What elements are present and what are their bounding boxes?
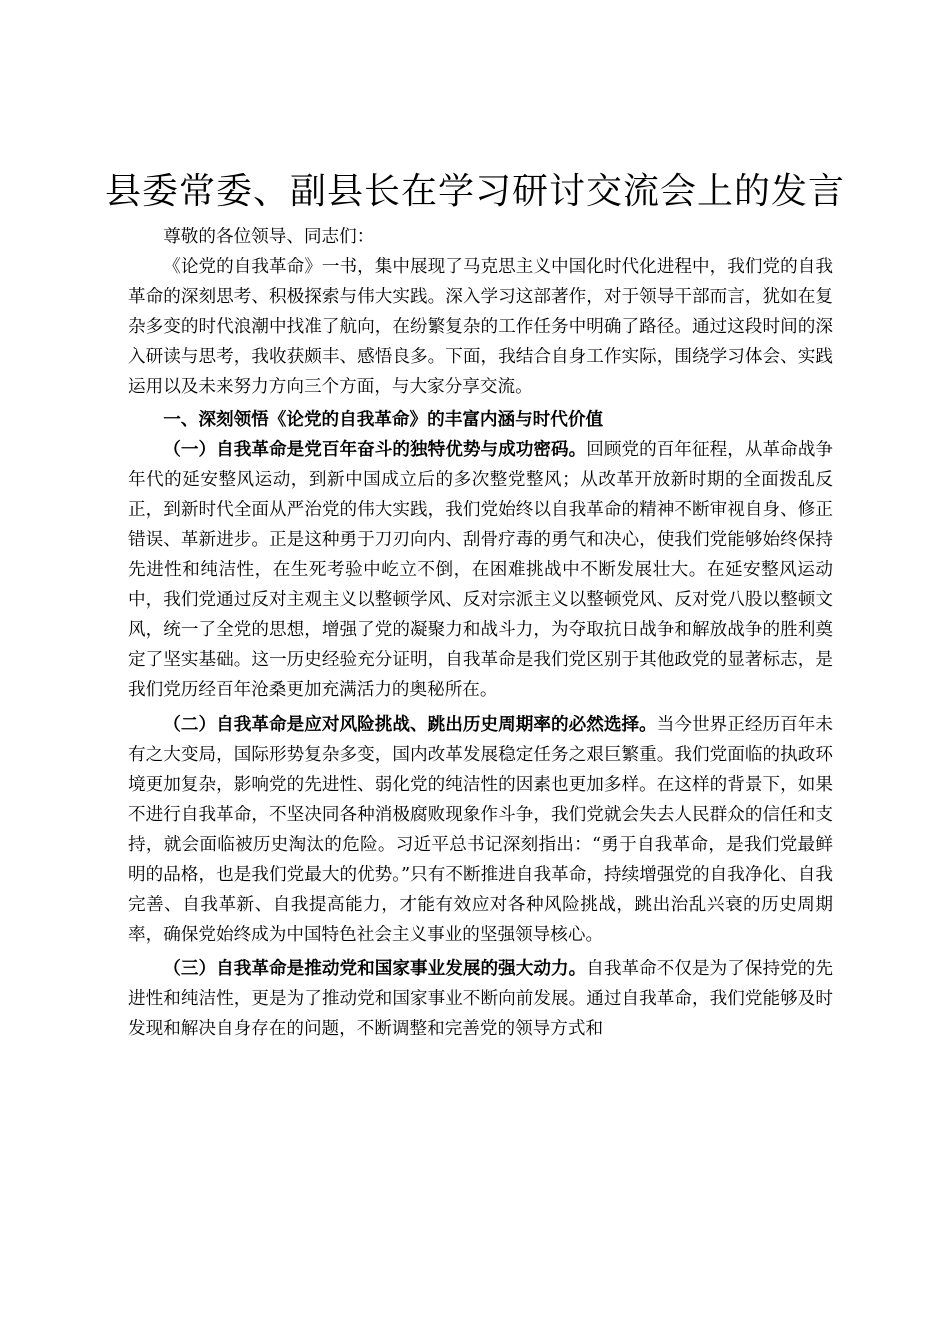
document-title: 县委常委、副县长在学习研讨交流会上的发言: [104, 171, 845, 212]
subsection-1-lead: （一）自我革命是党百年奋斗的独特优势与成功密码。: [163, 439, 587, 460]
subsection-2-paragraph: [128, 710, 833, 951]
subsection-1-paragraph: [128, 435, 833, 706]
section-heading-1: 一、深刻领悟《论党的自我革命》的丰富内涵与时代价值: [163, 409, 604, 430]
salutation: 尊敬的各位领导、同志们：: [163, 227, 375, 247]
subsection-1-text: 回顾党的百年征程，从革命战争年代的延安整风运动，到新中国成立后的多次整党整风；从改革开放新时期的全面拨乱反正，到新时代全面从严治党的伟大实践，我们党始终以自我革命的精神不断审视自身、修正错误、革新进步。正是这种勇于刀刃向内、刮骨疗毒的勇气和决心，使我们党能够始终保持先进性和纯洁性，在生死考验中屹立不倒，在困难挑战中不断发展壮大。在延安整风运动中，我们党通过反对主观主义以整顿学风、反对宗派主义以整顿党风、反对党八股以整顿文风，统一了全党的思想，增强了党的凝聚力和战斗力，为夺取抗日战争和解放战争的胜利奠定了坚实基础。这一历史经验充分证明，自我革命是我们党区别于其他政党的显著标志，是我们党历经百年沧桑更加充满活力的奥秘所在。: [128, 439, 833, 701]
document-body: [128, 222, 833, 1045]
intro-paragraph: 《论党的自我革命》一书，集中展现了马克思主义中国化时代化进程中，我们党的自我革命的深刻思考、积极探索与伟大实践。深入学习这部著作，对于领导干部而言，犹如在复杂多变的时代浪潮中找准了航向，在纷繁复杂的工作任务中明确了路径。通过这段时间的深入研读与思考，我收获颇丰、感悟良多。下面，我结合自身工作实际，围绕学习体会、实践运用以及未来努力方向三个方面，与大家分享交流。: [128, 257, 833, 398]
subsection-2-lead: （二）自我革命是应对风险挑战、跳出历史周期率的必然选择。: [163, 714, 657, 735]
subsection-3-paragraph: [128, 954, 833, 1044]
subsection-3-lead: （三）自我革命是推动党和国家事业发展的强大动力。: [163, 959, 587, 980]
subsection-3-text: 自我革命不仅是为了保持党的先进性和纯洁性，更是为了推动党和国家事业不断向前发展。通过自我革命，我们党能够及时发现和解决自身存在的问题，不断调整和完善党的领导方式和: [128, 959, 833, 1040]
subsection-2-text: 当今世界正经历百年未有之大变局，国际形势复杂多变，国内改革发展稳定任务之艰巨繁重。我们党面临的执政环境更加复杂，影响党的先进性、弱化党的纯洁性的因素也更加多样。在这样的背景下，如果不进行自我革命，不坚决同各种消极腐败现象作斗争，我们党就会失去人民群众的信任和支持，就会面临被历史淘汰的危险。习近平总书记深刻指出：“勇于自我革命，是我们党最鲜明的品格，也是我们党最大的优势。”只有不断推进自我革命，持续增强党的自我净化、自我完善、自我革新、自我提高能力，才能有效应对各种风险挑战，跳出治乱兴衰的历史周期率，确保党始终成为中国特色社会主义事业的坚强领导核心。: [128, 714, 833, 946]
